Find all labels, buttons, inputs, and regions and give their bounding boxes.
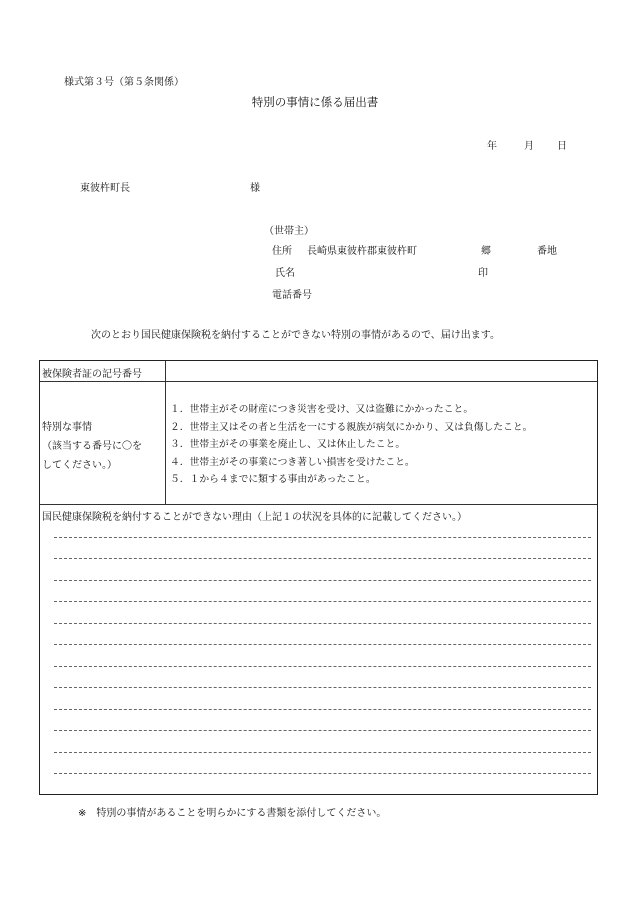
address-value: 長崎県東彼杵郡東彼杵町 [307, 246, 417, 257]
address-go-label: 郷 [481, 246, 491, 257]
footnote: ※ 特別の事情があることを明らかにする書類を添付してください。 [78, 808, 387, 819]
seal-mark: 印 [478, 268, 488, 279]
writing-line[interactable] [54, 687, 591, 688]
phone-label: 電話番号 [272, 290, 312, 301]
statement-text: 次のとおり国民健康保険税を納付することができない特別の事情があるので、届け出ます。 [91, 330, 500, 341]
addressee-honorific: 様 [250, 183, 260, 194]
special-reason-label [42, 418, 142, 475]
address-label: 住所 [272, 246, 292, 257]
reason-option[interactable]: ４．世帯主がその事業につき著しい損害を受けたこと。 [170, 456, 415, 468]
page-title: 特別の事情に係る届出書 [251, 95, 379, 109]
detail-reason-label: 国民健康保険税を納付することができない理由（上記１の状況を具体的に記載してください。） [42, 512, 467, 523]
insurance-id-row [40, 361, 597, 382]
reason-option[interactable]: ５．１から４までに類する事由があったこと。 [170, 474, 376, 485]
writing-line[interactable] [54, 773, 591, 774]
writing-line[interactable] [54, 730, 591, 731]
insurance-id-label: 被保険者証の記号番号 [42, 369, 142, 380]
writing-line[interactable] [54, 537, 591, 538]
form-number: 様式第３号（第５条関係） [64, 77, 184, 88]
special-reason-row [40, 382, 597, 505]
date-year-label: 年 [487, 141, 497, 152]
householder-heading: （世帯主） [264, 226, 314, 237]
reason-option[interactable]: ３．世帯主がその事業を廃止し、又は休止したこと。 [170, 439, 406, 450]
reason-list [170, 401, 532, 489]
writing-line[interactable] [54, 623, 591, 624]
name-label: 氏名 [275, 268, 295, 279]
writing-line[interactable] [54, 709, 591, 710]
reason-option[interactable]: ２．世帯主又はその者と生活を一にする親族が病気にかかり、又は負傷したこと。 [170, 421, 533, 433]
date-day-label: 日 [557, 141, 567, 152]
special-reason-label-line: してください。） [42, 460, 117, 471]
date-month-label: 月 [524, 141, 534, 152]
addressee-name: 東彼杵町長 [80, 183, 130, 194]
form-table [39, 360, 598, 795]
writing-line[interactable] [54, 558, 591, 559]
reason-option[interactable]: １．世帯主がその財産につき災害を受け、又は盗難にかかったこと。 [170, 404, 474, 415]
special-reason-label-line: 特別な事情 [42, 422, 92, 433]
writing-line[interactable] [54, 644, 591, 645]
writing-line[interactable] [54, 580, 591, 581]
writing-line[interactable] [54, 666, 591, 667]
address-banchi-label: 番地 [537, 246, 557, 257]
writing-line[interactable] [54, 752, 591, 753]
writing-line[interactable] [54, 601, 591, 602]
special-reason-label-line: （該当する番号に〇を [42, 441, 142, 452]
